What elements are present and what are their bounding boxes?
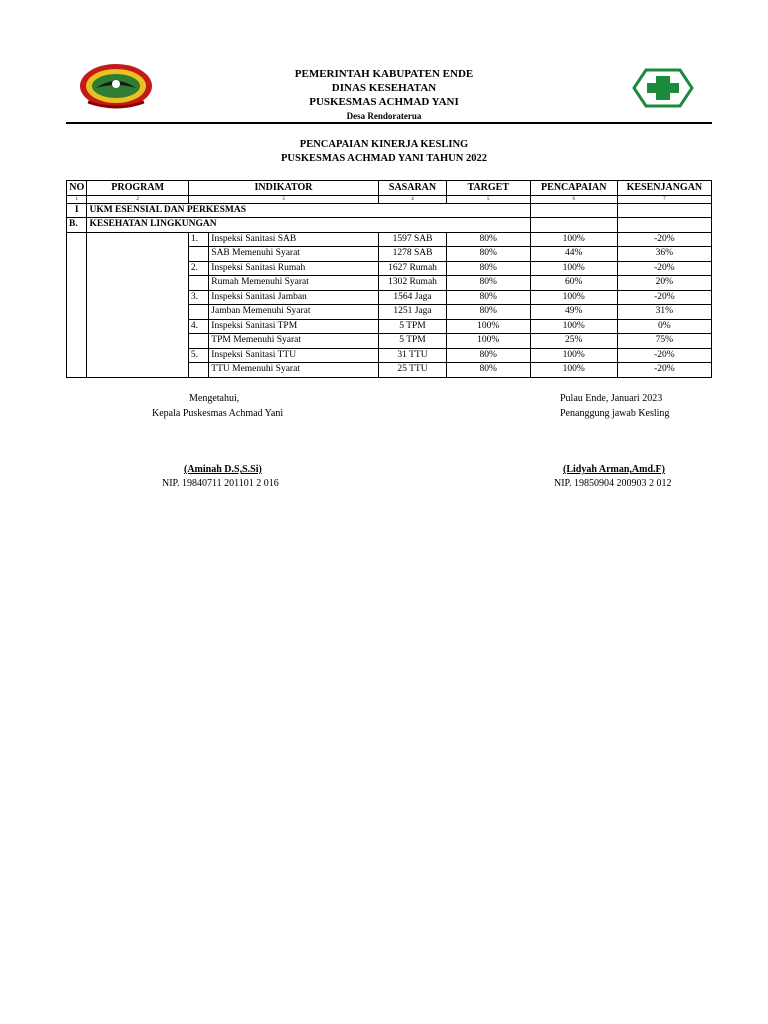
kesenjangan-value: 20%: [617, 276, 711, 291]
pencapaian-value: 100%: [530, 348, 617, 363]
indicator-number: 4.: [188, 319, 208, 334]
kesenjangan-value: -20%: [617, 290, 711, 305]
indicator-name: Inspeksi Sanitasi Rumah: [209, 261, 379, 276]
header-no: NO: [67, 181, 87, 196]
header-program: PROGRAM: [87, 181, 188, 196]
section-no: B.: [67, 218, 87, 233]
index-cell: 4: [379, 195, 447, 203]
indicator-number: [188, 247, 208, 262]
program-column-spacer: [87, 232, 188, 377]
kesenjangan-value: -20%: [617, 348, 711, 363]
kesenjangan-value: -20%: [617, 232, 711, 247]
indicator-name: Inspeksi Sanitasi Jamban: [209, 290, 379, 305]
index-cell: 6: [530, 195, 617, 203]
sig-left-position: Kepala Puskesmas Achmad Yani: [152, 408, 284, 419]
sig-right-place-date: Pulau Ende, Januari 2023: [560, 393, 663, 404]
report-title: PENCAPAIAN KINERJA KESLING: [299, 139, 469, 150]
sig-right-nip: NIP. 19850904 200903 2 012: [554, 478, 672, 489]
header-puskesmas: PUSKESMAS ACHMAD YANI: [309, 96, 459, 108]
pencapaian-value: 60%: [530, 276, 617, 291]
column-index-row: [67, 195, 712, 203]
kesenjangan-value: -20%: [617, 261, 711, 276]
pencapaian-value: 100%: [530, 319, 617, 334]
header-government: PEMERINTAH KABUPATEN ENDE: [294, 68, 474, 80]
pencapaian-value: 25%: [530, 334, 617, 349]
index-cell: 3: [188, 195, 378, 203]
section-row-kesling: [67, 218, 712, 233]
header-sasaran: SASARAN: [379, 181, 447, 196]
indicator-number: 1.: [188, 232, 208, 247]
index-cell: 5: [446, 195, 530, 203]
kesenjangan-value: 75%: [617, 334, 711, 349]
pencapaian-value: 44%: [530, 247, 617, 262]
empty-cell: [530, 218, 617, 233]
sig-left-nip: NIP. 19840711 201101 2 016: [162, 478, 279, 489]
target-value: 80%: [446, 247, 530, 262]
target-value: 100%: [446, 319, 530, 334]
sasaran-value: 25 TTU: [379, 363, 447, 378]
kesenjangan-value: 36%: [617, 247, 711, 262]
index-cell: 7: [617, 195, 711, 203]
sig-left-name: (Aminah D.S,S.Si): [184, 464, 262, 475]
pencapaian-value: 49%: [530, 305, 617, 320]
sasaran-value: 5 TPM: [379, 319, 447, 334]
indicator-name: TTU Memenuhi Syarat: [209, 363, 379, 378]
report-subtitle: PUSKESMAS ACHMAD YANI TAHUN 2022: [281, 153, 487, 164]
kesenjangan-value: 0%: [617, 319, 711, 334]
indicator-number: [188, 363, 208, 378]
index-cell: 2: [87, 195, 188, 203]
table-header-row: [67, 181, 712, 196]
indicator-number: 5.: [188, 348, 208, 363]
indicator-name: Inspeksi Sanitasi TTU: [209, 348, 379, 363]
section-label: UKM ESENSIAL DAN PERKESMAS: [87, 203, 530, 218]
indicator-number: 2.: [188, 261, 208, 276]
indicator-name: Inspeksi Sanitasi TPM: [209, 319, 379, 334]
header-pencapaian: PENCAPAIAN: [530, 181, 617, 196]
indicator-name: Rumah Memenuhi Syarat: [209, 276, 379, 291]
target-value: 80%: [446, 363, 530, 378]
target-value: 80%: [446, 290, 530, 305]
sasaran-value: 5 TPM: [379, 334, 447, 349]
no-column-spacer: [67, 232, 87, 377]
sasaran-value: 1278 SAB: [379, 247, 447, 262]
header-department: DINAS KESEHATAN: [331, 82, 437, 94]
pencapaian-value: 100%: [530, 261, 617, 276]
kesenjangan-value: -20%: [617, 363, 711, 378]
target-value: 80%: [446, 305, 530, 320]
indicator-number: [188, 276, 208, 291]
header-indikator: INDIKATOR: [188, 181, 378, 196]
pencapaian-value: 100%: [530, 363, 617, 378]
empty-cell: [617, 218, 711, 233]
header-target: TARGET: [446, 181, 530, 196]
sig-right-position: Penanggung jawab Kesling: [560, 408, 670, 419]
section-label: KESEHATAN LINGKUNGAN: [87, 218, 530, 233]
sasaran-value: 1302 Rumah: [379, 276, 447, 291]
sasaran-value: 1627 Rumah: [379, 261, 447, 276]
indicator-number: [188, 305, 208, 320]
section-row-ukm: [67, 203, 712, 218]
indicator-name: SAB Memenuhi Syarat: [209, 247, 379, 262]
table-row: [67, 232, 712, 247]
pencapaian-value: 100%: [530, 290, 617, 305]
header-divider: [66, 122, 712, 124]
section-no: I: [67, 203, 87, 218]
sasaran-value: 31 TTU: [379, 348, 447, 363]
empty-cell: [530, 203, 617, 218]
target-value: 100%: [446, 334, 530, 349]
sasaran-value: 1597 SAB: [379, 232, 447, 247]
performance-table: [66, 180, 712, 378]
header-kesenjangan: KESENJANGAN: [617, 181, 711, 196]
index-cell: 1: [67, 195, 87, 203]
target-value: 80%: [446, 232, 530, 247]
empty-cell: [617, 203, 711, 218]
sasaran-value: 1564 Jaga: [379, 290, 447, 305]
target-value: 80%: [446, 276, 530, 291]
sig-left-acknowledged: Mengetahui,: [189, 393, 240, 404]
indicator-number: [188, 334, 208, 349]
indicator-name: Inspeksi Sanitasi SAB: [209, 232, 379, 247]
indicator-name: TPM Memenuhi Syarat: [209, 334, 379, 349]
kesenjangan-value: 31%: [617, 305, 711, 320]
sasaran-value: 1251 Jaga: [379, 305, 447, 320]
indicator-name: Jamban Memenuhi Syarat: [209, 305, 379, 320]
header-village: Desa Rendoraterua: [346, 111, 422, 121]
sig-right-name: (Lidyah Arman,Amd.F): [563, 464, 665, 475]
target-value: 80%: [446, 261, 530, 276]
pencapaian-value: 100%: [530, 232, 617, 247]
indicator-number: 3.: [188, 290, 208, 305]
target-value: 80%: [446, 348, 530, 363]
